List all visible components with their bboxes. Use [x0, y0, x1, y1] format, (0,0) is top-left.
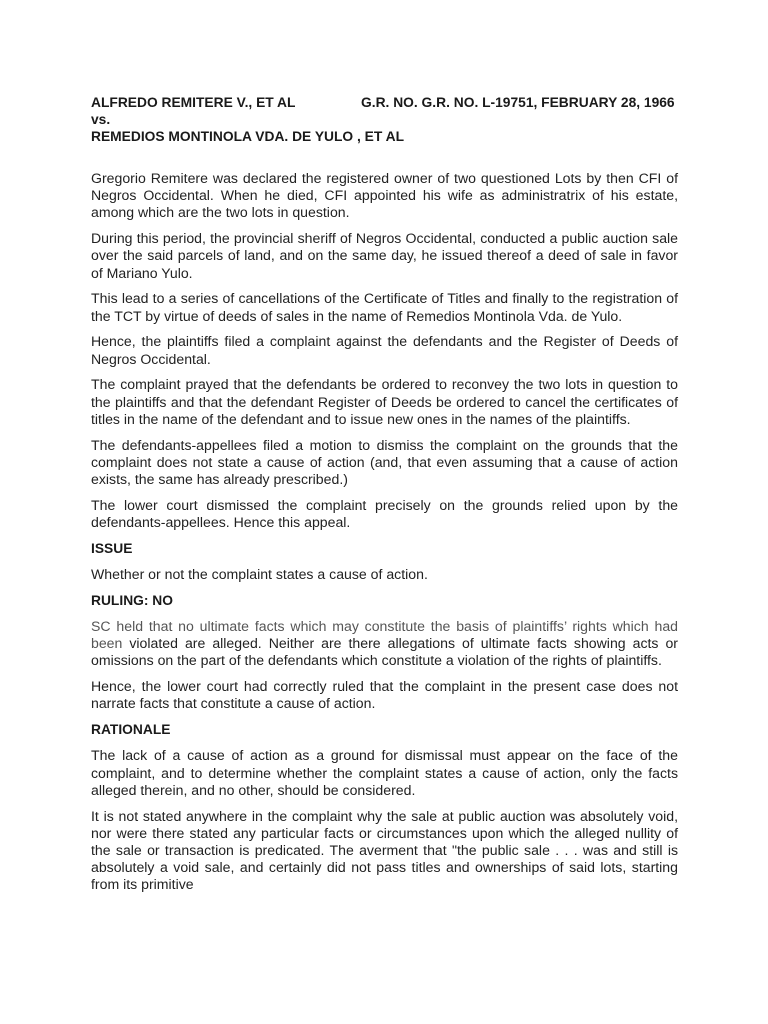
rationale-paragraph-2: It is not stated anywhere in the complaint why the sale at public auction was absolutely void, nor were there stated any particular facts or circumstances upon which the alleged nullity of the sale or transaction is predicated. The averment that "the public sale . . . was and still is absolutely a void sale, and certainly did not pass titles and ownerships of said lots, starting from its primitive	[91, 807, 678, 893]
ruling-paragraph-1	[91, 618, 678, 670]
facts-paragraph-7: The lower court dismissed the complaint precisely on the grounds relied upon by the defendants-appellees. Hence this appeal.	[91, 496, 678, 531]
issue-heading: ISSUE	[91, 540, 133, 556]
document-body	[91, 170, 678, 902]
petitioner-name: ALFREDO REMITERE V., ET AL	[91, 95, 296, 110]
rationale-paragraph-1: The lack of a cause of action as a ground for dismissal must appear on the face of the complaint, and to determine whether the complaint states a cause of action, only the facts alleged therein, and no other, should be considered.	[91, 747, 678, 798]
facts-paragraph-6: The defendants-appellees filed a motion to dismiss the complaint on the grounds that the complaint does not state a cause of action (and, that even assuming that a cause of action exists, the same has already prescribed.)	[91, 436, 678, 488]
facts-paragraph-5: The complaint prayed that the defendants be ordered to reconvey the two lots in question to the plaintiffs and that the defendant Register of Deeds be ordered to cancel the certificates of titles in the name of the defendant and to issue new ones in the names of the plaintiffs.	[91, 376, 678, 427]
ruling-first-line: SC held that no ultimate facts which may constitute the basis of plaintiffs’ rights which had been	[91, 618, 678, 652]
ruling-first-rest: violated are alleged. Neither are there allegations of ultimate facts showing acts or omissions on the part of the defendants which constitute a violation of the rights of plaintiffs.	[91, 635, 679, 669]
respondent-name: REMEDIOS MONTINOLA VDA. DE YULO , ET AL	[91, 129, 404, 144]
ruling-heading: RULING: NO	[91, 592, 174, 608]
facts-paragraph-1: Gregorio Remitere was declared the registered owner of two questioned Lots by then CFI of Negros Occidental. When he died, CFI appointed his wife as administratrix of his estate, among which are the two lots in question.	[91, 170, 678, 221]
versus-label: vs.	[91, 112, 111, 127]
facts-paragraph-4: Hence, the plaintiffs filed a complaint against the defendants and the Register of Deeds of Negros Occidental.	[91, 333, 678, 367]
case-header	[91, 94, 691, 145]
ruling-paragraph-2: Hence, the lower court had correctly ruled that the complaint in the present case does not narrate facts that constitute a cause of action.	[91, 678, 678, 712]
facts-paragraph-2: During this period, the provincial sheriff of Negros Occidental, conducted a public auction sale over the said parcels of land, and on the same day, he issued thereof a deed of sale in favor of Mariano Yulo.	[91, 230, 678, 281]
rationale-heading: RATIONALE	[91, 722, 171, 738]
case-number: G.R. NO. G.R. NO. L-19751, FEBRUARY 28, 1966	[361, 95, 675, 110]
facts-paragraph-3: This lead to a series of cancellations of the Certificate of Titles and finally to the registration of the TCT by virtue of deeds of sales in the name of Remedios Montinola Vda. de Yulo.	[91, 290, 678, 324]
issue-text: Whether or not the complaint states a cause of action.	[91, 566, 428, 583]
